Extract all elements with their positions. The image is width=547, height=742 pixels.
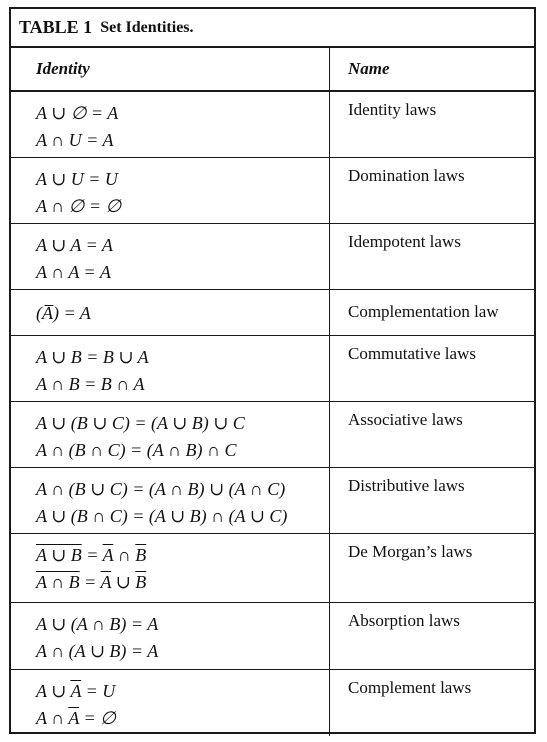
table-row [11,670,534,736]
table-row [11,158,534,224]
formula-line: A ∩ $\overline{A}$ = ∅ [36,708,116,728]
identity-cell [11,468,329,533]
table-row [11,336,534,402]
overlined-intersection: A ∩ B [36,572,80,592]
law-name: Domination laws [348,166,465,185]
law-name: Distributive laws [348,476,465,495]
formula-line: A ∩ (B ∩ C) = (A ∩ B) ∩ C [36,440,237,460]
table-title-bar [11,9,534,48]
overlined-a: $\overline{A}$ [68,708,80,728]
formula-line: A ∪ (B ∪ C) = (A ∪ B) ∪ C [36,413,245,433]
table-row [11,92,534,158]
law-name: De Morgan’s laws [348,542,473,561]
header-identity: Identity [36,59,90,78]
identity-cell [11,290,329,335]
table-row [11,534,534,603]
table-row [11,290,534,336]
overlined-b: $\overline{B}$ [135,545,147,565]
identity-cell [11,158,329,223]
identity-cell [11,224,329,289]
table-title: Set Identities. [100,18,194,36]
formula-line: A ∪ U = U [36,169,118,189]
law-name: Absorption laws [348,611,460,630]
formula-line: A ∩ $B = \overline{A}$ ∪ $\overline{B}$ [36,572,147,592]
overlined-a: $\overline{A}$ [100,572,112,592]
overlined-union: A ∪ B [36,545,82,565]
header-row [11,48,534,92]
formula-line: A ∩ (B ∪ C) = (A ∩ B) ∪ (A ∩ C) [36,479,286,499]
law-name: Complement laws [348,678,472,697]
law-name: Commutative laws [348,344,476,363]
identity-cell [11,603,329,669]
header-name: Name [348,59,390,78]
formula-line: A ∪ ∅ = A [36,103,119,123]
formula-line: A ∪ B = B ∪ A [36,347,149,367]
overlined-a: $\overline{A}$ [102,545,114,565]
formula-line: A ∩ U = A [36,130,114,150]
formula-line: A ∪ (A ∩ B) = A [36,614,159,634]
law-name: Identity laws [348,100,437,119]
set-identities-table [9,7,536,734]
table-row [11,402,534,468]
formula-line: A ∪ (B ∩ C) = (A ∪ B) ∩ (A ∪ C) [36,506,288,526]
table-grid [11,48,534,736]
table-number: TABLE 1 [19,17,93,37]
table-row [11,603,534,670]
overlined-b: $\overline{B}$ [135,572,147,592]
law-name: Associative laws [348,410,463,429]
formula-line: A ∩ (A ∪ B) = A [36,641,159,661]
formula-line: (A̅) = A [36,303,91,323]
law-name: Idempotent laws [348,232,461,251]
identity-cell [11,534,329,602]
formula-line: A ∩ ∅ = ∅ [36,196,122,216]
formula-line: A ∩ B = B ∩ A [36,374,145,394]
table-row [11,468,534,534]
column-divider [329,48,330,736]
formula-line: A ∪ $B = \overline{A}$ ∩ $\overline{B}$ [36,545,147,565]
formula-line: A ∩ A = A [36,262,111,282]
identity-cell [11,402,329,467]
formula-line: A ∪ A = A [36,235,113,255]
formula-line: A ∪ $\overline{A} = U$ [36,681,116,701]
overlined-a: $\overline{A}$ [70,681,82,701]
identity-cell [11,92,329,157]
law-name: Complementation law [348,302,499,321]
table-row [11,224,534,290]
identity-cell [11,670,329,736]
identity-cell [11,336,329,401]
